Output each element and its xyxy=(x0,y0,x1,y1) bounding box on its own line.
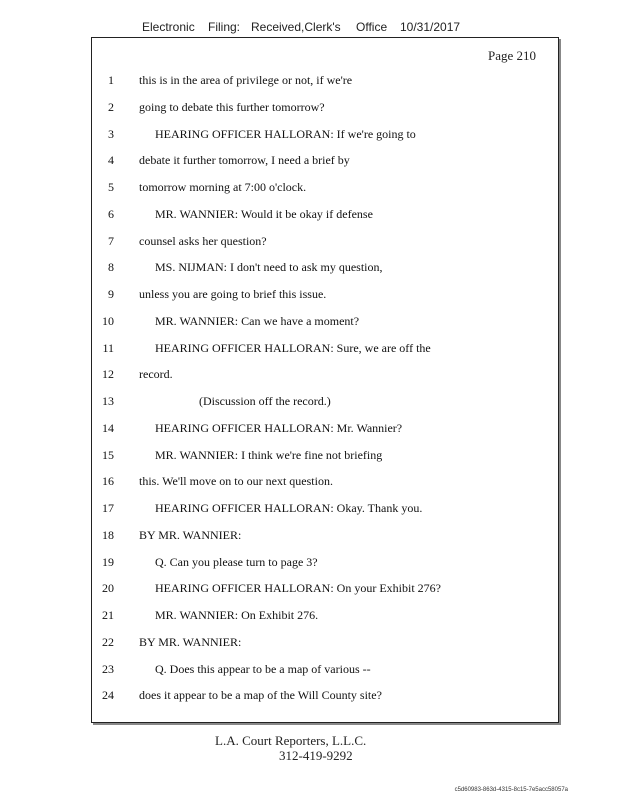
transcript-line xyxy=(0,314,560,330)
document-hash: c5d60983-863d-4315-8c15-7e5acc58057a xyxy=(454,787,568,793)
line-text: MR. WANNIER: Can we have a moment? xyxy=(155,313,360,328)
footer-phone: 312-419-9292 xyxy=(279,748,353,763)
line-number: 11 xyxy=(102,340,114,355)
line-number: 4 xyxy=(108,153,114,168)
line-text: this is in the area of privilege or not, if we're xyxy=(139,73,353,87)
transcript-line xyxy=(0,555,560,571)
line-number: 12 xyxy=(102,367,114,382)
line-text: this. We'll move on to our next question. xyxy=(139,474,333,489)
line-text: HEARING OFFICER HALLORAN: On your Exhibit 276? xyxy=(155,581,441,596)
line-text: debate it further tomorrow, I need a brief by xyxy=(139,153,350,168)
line-number: 9 xyxy=(108,287,114,301)
transcript-line xyxy=(0,501,560,517)
line-text: (Discussion off the record.) xyxy=(199,394,331,408)
transcript-line xyxy=(0,635,560,651)
line-text: MR. WANNIER: I think we're fine not briefing xyxy=(155,447,383,462)
line-number: 17 xyxy=(102,501,114,515)
transcript-line xyxy=(0,207,560,223)
line-text: HEARING OFFICER HALLORAN: Okay. Thank you. xyxy=(155,501,423,515)
line-text: going to debate this further tomorrow? xyxy=(139,99,325,114)
header-word-electronic: Electronic xyxy=(142,20,195,34)
transcript-line xyxy=(0,180,560,196)
line-number: 23 xyxy=(102,661,114,676)
line-number: 20 xyxy=(102,581,114,596)
transcript-line xyxy=(0,688,560,704)
transcript-line xyxy=(0,474,560,490)
line-text: counsel asks her question? xyxy=(139,233,267,248)
line-number: 24 xyxy=(102,688,114,703)
transcript-line xyxy=(0,581,560,597)
line-text: Q. Can you please turn to page 3? xyxy=(155,554,318,569)
footer-company: L.A. Court Reporters, L.L.C. xyxy=(215,733,367,748)
line-number: 18 xyxy=(102,527,114,542)
line-text: unless you are going to brief this issue. xyxy=(139,287,327,301)
transcript-line xyxy=(0,73,560,89)
transcript-line xyxy=(0,448,560,464)
line-text: HEARING OFFICER HALLORAN: Sure, we are off the xyxy=(155,340,431,355)
line-number: 19 xyxy=(102,554,114,569)
header-word-office: Office xyxy=(356,20,388,34)
transcript-line xyxy=(0,528,560,544)
line-text: record. xyxy=(139,367,173,382)
line-number: 6 xyxy=(108,206,114,221)
line-number: 2 xyxy=(108,99,114,114)
line-text: HEARING OFFICER HALLORAN: If we're going to xyxy=(155,126,416,141)
line-number: 1 xyxy=(108,73,114,87)
line-text: BY MR. WANNIER: xyxy=(139,527,242,542)
line-number: 14 xyxy=(102,420,114,435)
page-number: Page 210 xyxy=(487,48,536,63)
line-text: HEARING OFFICER HALLORAN: Mr. Wannier? xyxy=(155,420,403,435)
line-number: 7 xyxy=(108,233,114,248)
header-word-received-clerks: Received,Clerk's xyxy=(251,20,341,34)
line-text: Q. Does this appear to be a map of various -- xyxy=(155,661,371,676)
line-number: 10 xyxy=(102,313,114,328)
line-number: 5 xyxy=(108,180,114,194)
filing-header xyxy=(142,20,462,38)
transcript-line xyxy=(0,153,560,169)
transcript-line xyxy=(0,608,560,624)
line-number: 8 xyxy=(108,260,114,275)
line-number: 21 xyxy=(102,608,114,622)
transcript-line xyxy=(0,234,560,250)
line-number: 16 xyxy=(102,474,114,489)
line-number: 3 xyxy=(108,126,114,141)
line-text: does it appear to be a map of the Will County site? xyxy=(139,688,382,703)
header-word-date: 10/31/2017 xyxy=(400,20,461,34)
transcript-line xyxy=(0,394,560,410)
line-number: 22 xyxy=(102,634,114,649)
transcript-line xyxy=(0,421,560,437)
transcript-line xyxy=(0,367,560,383)
line-text: MS. NIJMAN: I don't need to ask my question, xyxy=(155,260,383,275)
transcript-line xyxy=(0,662,560,678)
transcript-line xyxy=(0,287,560,303)
line-text: MR. WANNIER: Would it be okay if defense xyxy=(155,206,373,221)
line-number: 15 xyxy=(102,447,114,462)
line-number: 13 xyxy=(102,394,114,408)
transcript-line xyxy=(0,100,560,116)
transcript-line xyxy=(0,260,560,276)
transcript-line xyxy=(0,341,560,357)
header-word-filing: Filing: xyxy=(208,20,241,34)
line-text: tomorrow morning at 7:00 o'clock. xyxy=(139,180,307,194)
line-text: MR. WANNIER: On Exhibit 276. xyxy=(155,608,319,622)
transcript-line xyxy=(0,127,560,143)
line-text: BY MR. WANNIER: xyxy=(139,634,242,649)
